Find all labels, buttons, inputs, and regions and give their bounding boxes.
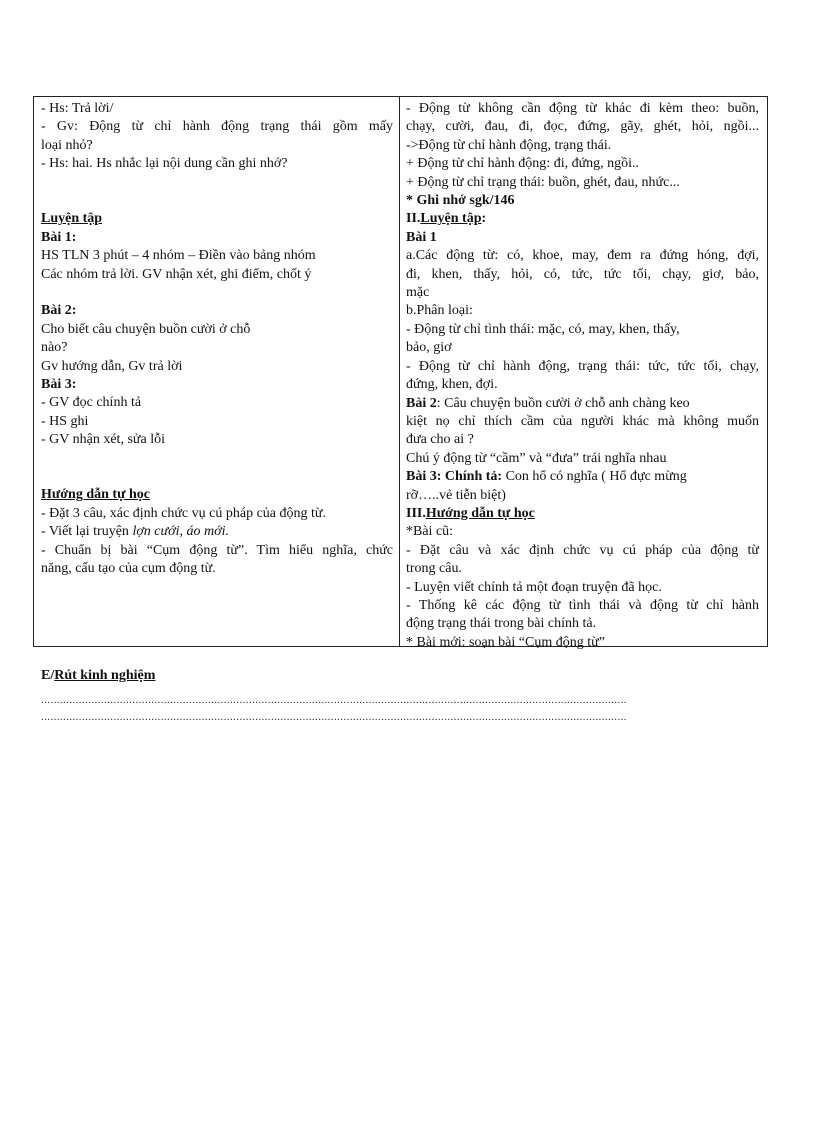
text-line: - GV nhận xét, sửa lỗi — [41, 432, 165, 448]
text-line: đưa cho ai ? — [406, 432, 474, 448]
text-line — [406, 468, 759, 486]
text-line: năng, cấu tạo của cụm động từ. — [41, 561, 216, 577]
text-line: - Động từ chỉ tình thái: mặc, có, may, khen, thấy, — [406, 321, 680, 337]
text-line: Gv hướng dẫn, Gv trả lời — [41, 358, 183, 374]
text-line — [41, 523, 393, 541]
lesson-table — [33, 96, 768, 650]
text-line: đứng, khen, đợi. — [406, 377, 498, 393]
text-line: - GV đọc chính tả — [41, 395, 142, 411]
text-line: ->Động từ chỉ hành động, trạng thái. — [406, 137, 612, 153]
section-title: Luyện tập — [420, 211, 482, 227]
exercise-1-label: Bài 1: — [41, 229, 77, 245]
exercise-3-label: Bài 3: Chính tả: — [406, 469, 503, 485]
text-line: chạy, cười, đau, đi, đọc, đứng, gãy, ghét, hỏi, ngồi... — [406, 119, 759, 135]
dotted-answer-line: .......................................................................................................................................................................................... — [41, 711, 627, 723]
text-line: trong câu. — [406, 561, 462, 577]
text-line: + Động từ chỉ trạng thái: buồn, ghét, đau, nhức... — [406, 174, 680, 190]
text-line: * Bài mới: soạn bài “Cụm động từ” — [406, 634, 605, 650]
text-line: mặc — [406, 285, 430, 301]
teacher-student-activities-column — [34, 97, 400, 646]
text-line — [406, 395, 759, 413]
exercise-2-label: Bài 2: — [41, 303, 77, 319]
section-number: II. — [406, 211, 421, 227]
text-line: loại nhỏ? — [41, 137, 93, 153]
text-line: - Động từ không cần động từ khác đi kèm theo: buồn, — [406, 101, 759, 116]
text-fragment: - Viết lại truyện — [41, 524, 133, 540]
text-line: a.Các động từ: có, khoe, may, đem ra đứng hóng, đợi, — [406, 248, 759, 264]
text-line: - Đặt câu và xác định chức vụ cú pháp của động từ — [406, 542, 759, 558]
text-line: đi, khen, thấy, hỏi, có, tức, tức tối, chạy, giơ, bảo, — [406, 266, 759, 282]
text-line: HS TLN 3 phút – 4 nhóm – Điền vào bảng nhóm — [41, 248, 316, 264]
text-line: Các nhóm trả lời. GV nhận xét, ghi điểm, chốt ý — [41, 266, 312, 282]
memo-note: * Ghi nhớ sgk/146 — [406, 193, 515, 209]
text-line: - Thống kê các động từ tình thái và động từ chỉ hành — [406, 597, 759, 613]
text-line: động trạng thái trong bài chính tả. — [406, 616, 597, 632]
text-line: rỡ…..vẻ tiễn biệt) — [406, 487, 506, 503]
section-title: Hướng dẫn tự học — [425, 505, 535, 521]
exercise-1-label: Bài 1 — [406, 229, 437, 245]
section-prefix: E/ — [41, 668, 55, 683]
text-line: - Gv: Động từ chỉ hành động trạng thái gồm mấy — [41, 119, 393, 135]
self-study-heading: Hướng dẫn tự học — [41, 487, 150, 503]
text-line: - Động từ chỉ hành động, trạng thái: tức, tức tối, chạy, — [406, 358, 759, 374]
text-fragment: Con hổ có nghĩa ( Hổ đực mừng — [502, 469, 687, 485]
text-line: kiệt nọ chỉ thích cầm của người khác mà không muốn — [406, 413, 759, 429]
text-line: b.Phân loại: — [406, 303, 473, 319]
section-2-heading — [406, 210, 759, 228]
lesson-content-column — [400, 97, 767, 650]
exercise-3-label: Bài 3: — [41, 377, 77, 393]
text-line: + Động từ chỉ hành động: đi, đứng, ngồi.. — [406, 156, 640, 172]
text-line: - HS ghi — [41, 413, 89, 429]
section-e-heading — [41, 668, 155, 684]
text-fragment: : Câu chuyện buồn cười ở chỗ anh chàng keo — [436, 395, 690, 411]
text-line: Cho biết câu chuyện buồn cười ở chỗ — [41, 321, 251, 337]
text-line: bảo, giơ — [406, 340, 452, 356]
section-number: III. — [406, 505, 426, 521]
experience-title: Rút kinh nghiệm — [54, 668, 156, 683]
text-line: - Luyện viết chính tả một đoạn truyện đã học. — [406, 579, 662, 595]
text-line: *Bài cũ: — [406, 524, 454, 540]
section-3-heading — [406, 505, 759, 523]
text-line: - Đặt 3 câu, xác định chức vụ cú pháp của động từ. — [41, 505, 326, 521]
text-line: - Hs: hai. Hs nhắc lại nội dung cần ghi nhớ? — [41, 156, 288, 172]
dotted-answer-line: .......................................................................................................................................................................................... — [41, 694, 627, 706]
text-line: nào? — [41, 340, 68, 356]
text-line: - Hs: Trả lời/ — [41, 101, 114, 116]
text-line: - Chuẩn bị bài “Cụm động từ”. Tìm hiểu nghĩa, chức — [41, 542, 393, 558]
exercise-2-label: Bài 2 — [406, 395, 437, 411]
practice-heading: Luyện tập — [41, 211, 103, 227]
section-colon: : — [481, 211, 487, 227]
text-line: Chú ý động từ “cầm” và “đưa” trái nghĩa nhau — [406, 450, 667, 466]
story-title-italic: lợn cưới, áo mới. — [132, 524, 229, 540]
